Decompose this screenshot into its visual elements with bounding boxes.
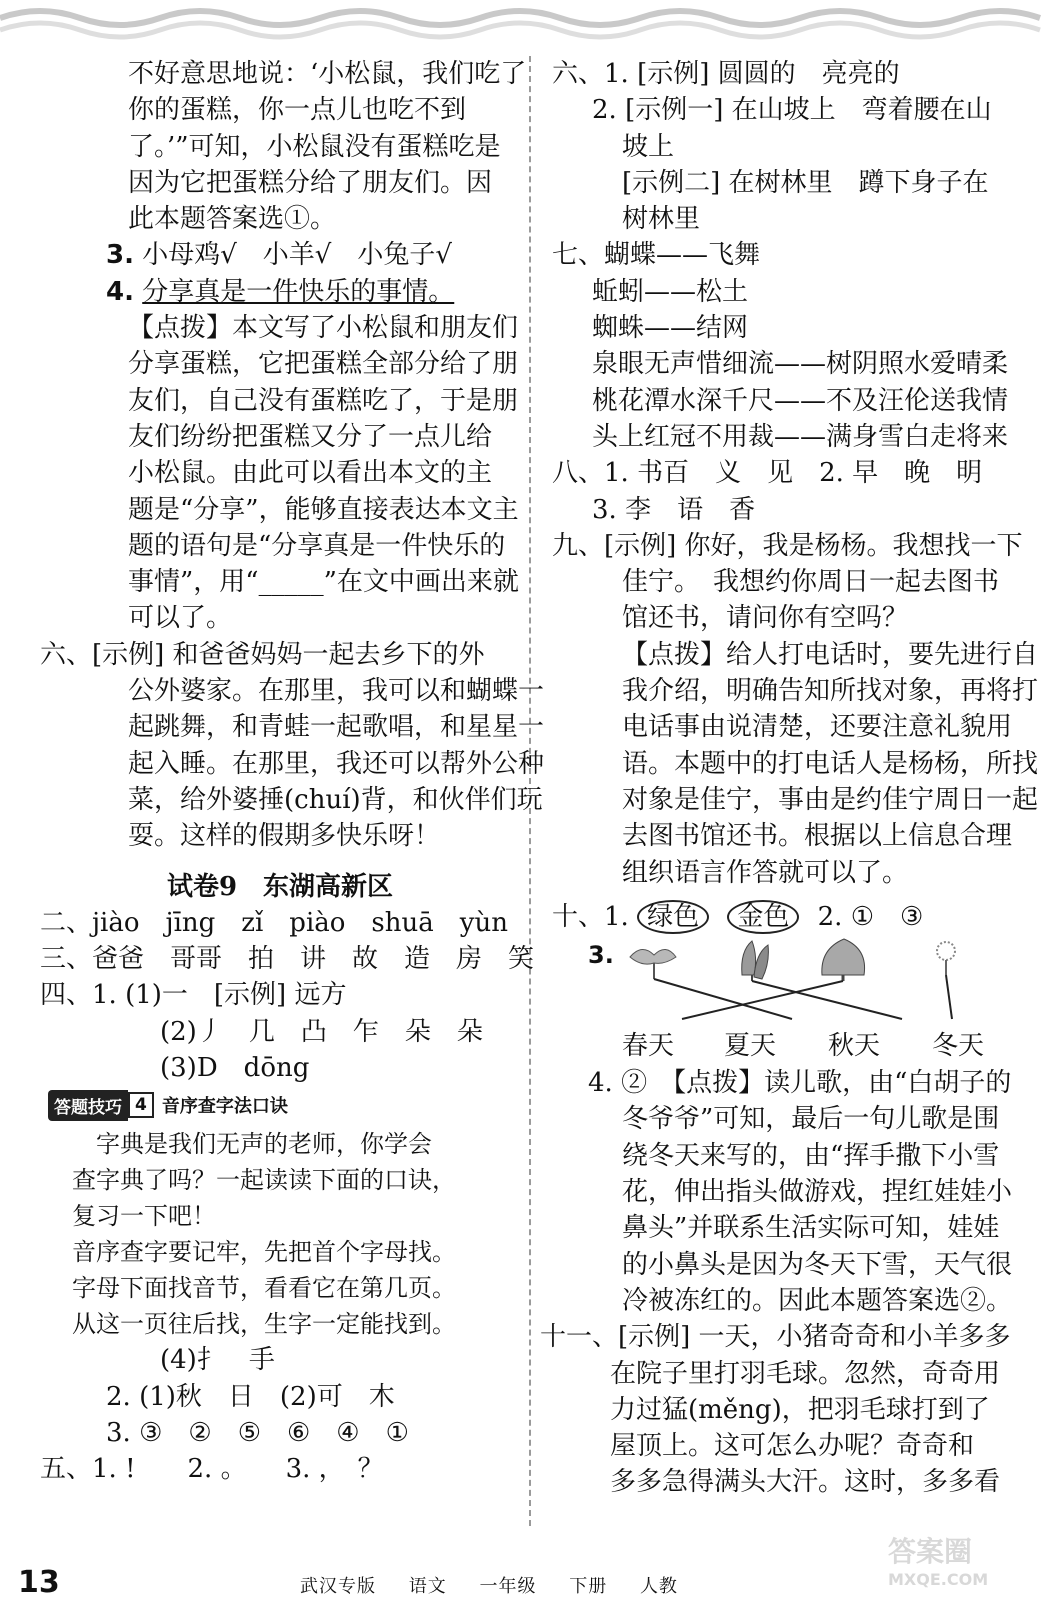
season-pictures	[612, 935, 1032, 1035]
section-ten-prefix: 十、1.	[552, 901, 629, 932]
question-number: 3.	[588, 941, 614, 970]
section-eleven-line: 屋顶上。这可怎么办呢？奇奇和	[610, 1431, 975, 1462]
section-ten-q2: 2. ① ③	[817, 901, 924, 932]
section-nine-line: 我介绍，明确告知所找对象，再将打	[622, 676, 1039, 707]
tip-box-line: 复习一下吧！	[72, 1202, 216, 1231]
section-eight-q3: 3. 李 语 香	[592, 494, 756, 525]
section-six-line: 起跳舞，和青蛙一起歌唱，和星星一	[128, 712, 545, 743]
section-eleven-line: 在院子里打羽毛球。忽然，奇奇用	[610, 1358, 1001, 1389]
tip-title: 音序查字法口诀	[161, 1096, 288, 1118]
tip-number: 4	[128, 1092, 154, 1118]
question-number: 4.	[106, 276, 134, 307]
test-title: 试卷9 东湖高新区	[166, 871, 394, 902]
section-four-q3: 3. ③ ② ⑤ ⑥ ④ ①	[106, 1417, 409, 1448]
question-number: 3.	[106, 240, 134, 271]
section-eleven-line: 十一、[示例] 一天，小猪奇奇和小羊多多	[540, 1322, 1011, 1353]
section-eleven-line: 力过猛(měng)，把羽毛球打到了	[610, 1394, 990, 1425]
tip-header	[48, 1090, 520, 1120]
answer-text: 分享真是一件快乐的事情。	[142, 276, 455, 307]
tip-line: 题是“分享”，能够直接表达本文主	[128, 494, 519, 525]
section-six-line: 耍。这样的假期多快乐呀！	[128, 821, 441, 852]
tip-line: 【点拨】本文写了小松鼠和朋友们	[128, 313, 519, 344]
footer-item: 人教	[639, 1576, 678, 1597]
header-wave-band	[0, 0, 1058, 48]
right-six-q2: 2. [示例一] 在山坡上 弯着腰在山	[592, 95, 992, 126]
section-four-q1-4: (4)扌 手	[160, 1345, 275, 1376]
section-nine-line: 【点拨】给人打电话时，要先进行自	[622, 639, 1039, 670]
tip-line: 可以了。	[128, 603, 233, 634]
section-nine-line: 组织语言作答就可以了。	[622, 857, 909, 888]
section-seven-line: 蚯蚓——松土	[592, 276, 749, 307]
footer-item: 下册	[569, 1576, 608, 1597]
tip-box-line: 从这一页往后找，生字一定能找到。	[72, 1310, 456, 1339]
section-four-q2: 2. (1)秋 日 (2)可 木	[106, 1381, 395, 1412]
text-line: 你的蛋糕，你一点儿也吃不到	[128, 95, 467, 126]
section-six-line: 公外婆家。在那里，我可以和蝴蝶一	[128, 676, 545, 707]
section-three: 三、爸爸 哥哥 拍 讲 故 造 房 笑	[40, 944, 535, 975]
tip-line: 事情”，用“_____”在文中画出来就	[128, 567, 519, 598]
tip-line: 友们纷纷把蛋糕又分了一点儿给	[128, 421, 493, 452]
circled-answer: 绿色	[637, 900, 709, 934]
section-ten-q4-line: 绕冬天来写的，由“挥手撒下小雪	[622, 1140, 1000, 1171]
watermark-logo	[888, 1530, 1028, 1590]
section-ten-q4-line: 冷被冻红的。因此本题答案选②。	[622, 1285, 1013, 1316]
season-matching	[552, 935, 1022, 1065]
section-seven-line: 泉眼无声惜细流——树阴照水爱晴柔	[592, 349, 1009, 380]
section-seven-line: 头上红冠不用裁——满身雪白走将来	[592, 421, 1009, 452]
section-ten-q4-line: 冬爷爷”可知，最后一句儿歌是围	[622, 1104, 1000, 1135]
match-line	[682, 981, 843, 1019]
section-six-line: 六、[示例] 和爸爸妈妈一起去乡下的外	[40, 639, 485, 670]
flower-icon	[630, 950, 676, 980]
page-number: 13	[18, 1565, 60, 1600]
footer-item: 一年级	[479, 1576, 537, 1597]
tip-line: 题的语句是“分享真是一件快乐的	[128, 530, 506, 561]
tip-line: 小松鼠。由此可以看出本文的主	[128, 458, 493, 489]
section-eight-q1: 八、1. 书百 义 见 2. 早 晚 明	[552, 458, 983, 489]
tip-box-line: 字母下面找音节，看看它在第几页。	[72, 1274, 456, 1303]
section-nine-line: 去图书馆还书。根据以上信息合理	[622, 821, 1013, 852]
tip-box-line: 字典是我们无声的老师，你学会	[72, 1130, 432, 1159]
section-ten-q4: 4. ② 【点拨】读儿歌，由“白胡子的	[588, 1068, 1012, 1099]
snowflake-icon	[937, 942, 955, 975]
section-six-line: 起入睡。在那里，我还可以帮外公种	[128, 748, 545, 779]
section-nine-line: 九、[示例] 你好，我是杨杨。我想找一下	[552, 530, 1023, 561]
section-nine-line: 对象是佳宁，事由是约佳宁周日一起	[622, 784, 1039, 815]
section-six-line: 菜，给外婆捶(chuí)背，和伙伴们玩	[128, 784, 543, 815]
match-line	[946, 975, 952, 1019]
circled-answer: 金色	[727, 900, 799, 934]
section-four-q1: 四、1. (1)一 [示例] 远方	[40, 980, 347, 1011]
text-line: 此本题答案选①。	[128, 204, 337, 235]
section-five: 五、1. ! 2. 。 3. ， ？	[40, 1454, 384, 1485]
answer-text: 小母鸡√ 小羊√ 小兔子√	[142, 240, 452, 271]
section-ten-q4-line: 的小鼻头是因为冬天下雪，天气很	[622, 1249, 1013, 1280]
section-two: 二、jiào jīng zǐ piào shuā yùn	[40, 907, 508, 938]
right-six-q2-cont2: 树林里	[622, 204, 701, 235]
right-six-q2-cont: 坡上	[622, 131, 675, 162]
section-seven-line: 桃花潭水深千尺——不及汪伦送我情	[592, 385, 1009, 416]
text-line: 了。’”可知，小松鼠没有蛋糕吃是	[128, 131, 501, 162]
section-nine-line: 电话事由说清楚，还要注意礼貌用	[622, 712, 1013, 743]
season-summer: 夏天	[724, 1031, 777, 1062]
text-line: 不好意思地说：‘小松鼠，我们吃了	[128, 59, 527, 89]
right-column	[540, 56, 1039, 1501]
answer-q3	[40, 237, 520, 273]
section-nine-line: 语。本题中的打电话人是杨杨，所找	[622, 748, 1039, 779]
section-ten-q4-line: 鼻头”并联系生活实际可知，娃娃	[622, 1213, 1000, 1244]
section-seven-line: 蜘蛛——结网	[592, 313, 749, 344]
section-seven-line: 七、蝴蝶——飞舞	[552, 240, 761, 271]
left-column	[40, 56, 545, 1488]
tip-tag: 答题技巧	[48, 1090, 128, 1121]
tip-line: 分享蛋糕，它把蛋糕全部分给了朋	[128, 349, 519, 380]
section-ten-q4-line: 花，伸出指头做游戏，捏红娃娃小	[622, 1177, 1013, 1208]
section-ten-q1	[552, 899, 1022, 935]
season-spring: 春天	[622, 1031, 675, 1062]
watermark-bottom: MXQE.COM	[888, 1570, 989, 1589]
tip-box-line: 音序查字要记牢，先把首个字母找。	[72, 1238, 456, 1267]
right-six-q2-example2: [示例二] 在树林里 蹲下身子在	[622, 167, 989, 198]
tip-box	[40, 1126, 520, 1342]
section-eleven-line: 多多急得满头大汗。这时，多多看	[610, 1467, 1001, 1498]
right-six-q1: 六、1. [示例] 圆圆的 亮亮的	[552, 59, 900, 89]
footer-item: 语文	[408, 1576, 447, 1597]
wheat-icon	[742, 941, 769, 981]
section-nine-line: 馆还书，请问你有空吗？	[622, 603, 909, 634]
season-autumn: 秋天	[828, 1031, 881, 1062]
footer-info	[300, 1572, 704, 1598]
tip-box-line: 查字典了吗？一起读读下面的口诀，	[72, 1166, 456, 1195]
answer-q4	[40, 274, 520, 310]
season-winter: 冬天	[932, 1031, 985, 1062]
text-line: 因为它把蛋糕分给了朋友们。因	[128, 167, 493, 198]
tree-icon	[822, 939, 865, 981]
tip-line: 友们，自己没有蛋糕吃了，于是朋	[128, 385, 519, 416]
watermark-top: 答案圈	[888, 1535, 973, 1568]
section-nine-line: 佳宁。 我想约你周日一起去图书	[622, 567, 1000, 598]
section-four-q1-2: (2)丿 几 凸 乍 朵 朵	[160, 1016, 483, 1047]
footer-item: 武汉专版	[300, 1576, 376, 1597]
section-four-q1-3: (3)D dōng	[160, 1053, 310, 1084]
